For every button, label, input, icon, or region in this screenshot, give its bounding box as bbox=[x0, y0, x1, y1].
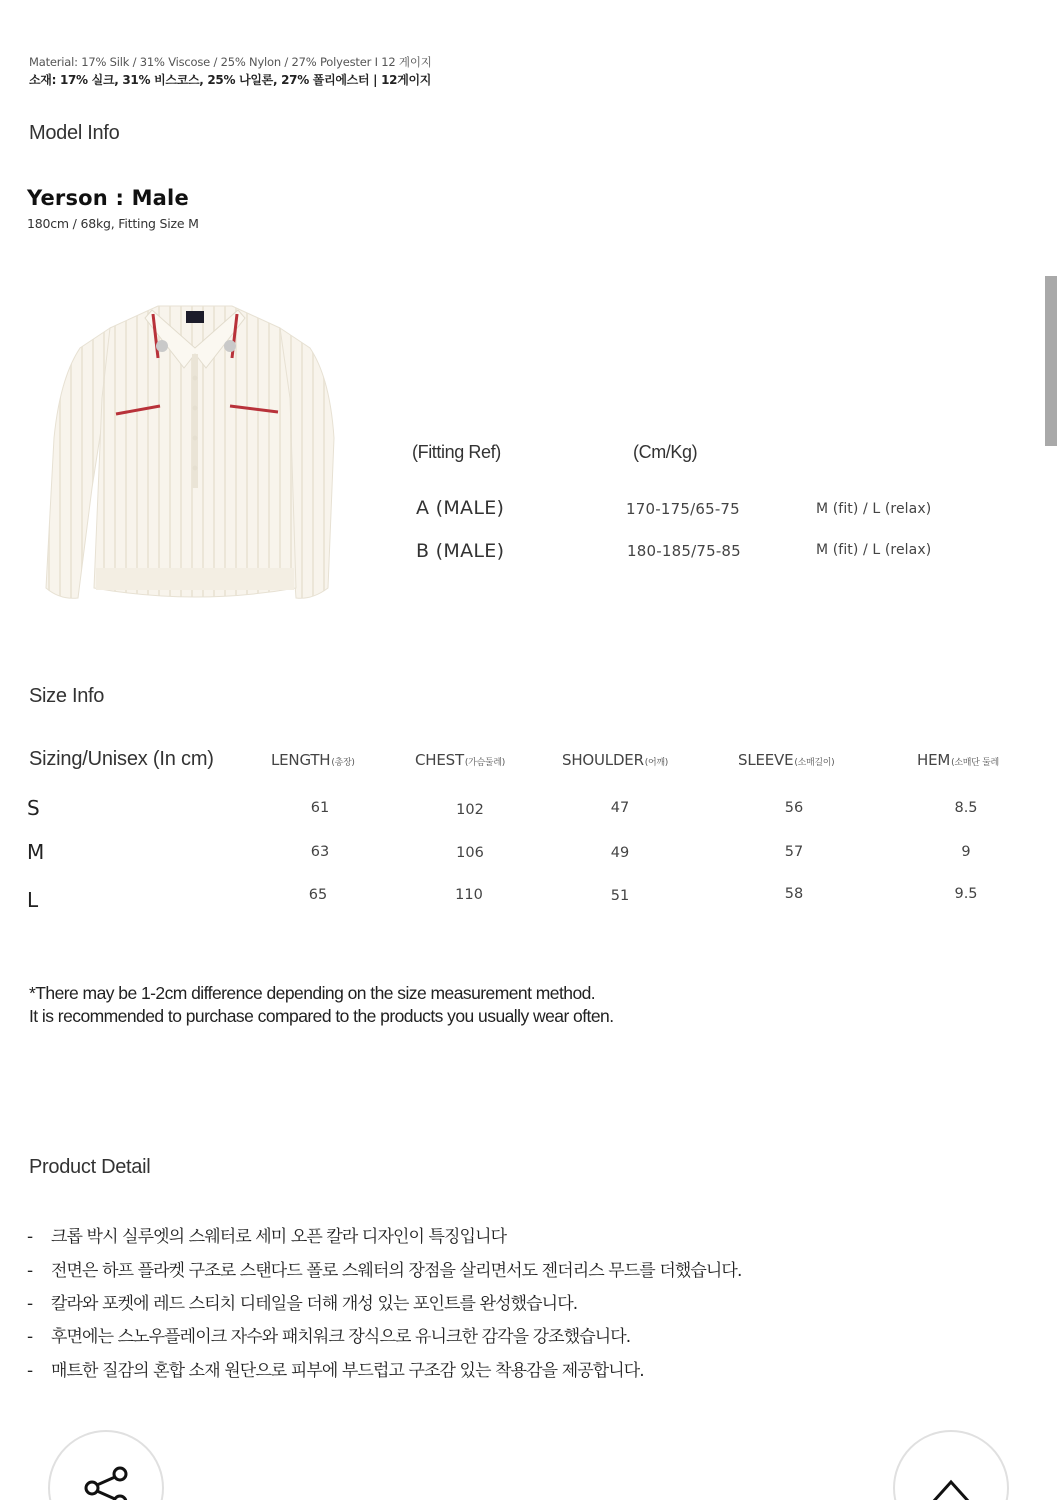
column-name: CHEST bbox=[415, 751, 464, 769]
fitting-row-range: 180-185/75-85 bbox=[627, 542, 741, 560]
fitting-row-size: M (fit) / L (relax) bbox=[816, 501, 932, 517]
detail-bullet bbox=[27, 1289, 577, 1314]
size-cell: 49 bbox=[610, 845, 630, 861]
size-cell: 51 bbox=[610, 888, 630, 904]
scroll-to-top-button[interactable] bbox=[893, 1430, 1009, 1500]
material-english: Material: 17% Silk / 31% Viscose / 25% Nylon / 27% Polyester I 12 게이지 bbox=[29, 55, 432, 69]
column-name: LENGTH bbox=[271, 751, 331, 769]
fitting-row-label: B (MALE) bbox=[416, 540, 505, 562]
size-cell: 106 bbox=[456, 845, 484, 861]
column-name: HEM bbox=[917, 751, 951, 769]
size-cell: 56 bbox=[784, 800, 804, 816]
fitting-row-size: M (fit) / L (relax) bbox=[816, 542, 932, 558]
size-note-line-2: It is recommended to purchase compared to the products you usually wear often. bbox=[29, 1006, 614, 1026]
size-cell: 58 bbox=[784, 886, 804, 902]
detail-text: 매트한 질감의 혼합 소재 원단으로 피부에 부드럽고 구조감 있는 착용감을 제공합니다. bbox=[51, 1361, 644, 1381]
column-sub: (가슴둘레) bbox=[464, 758, 505, 768]
detail-bullet bbox=[27, 1322, 630, 1347]
bullet-dash: - bbox=[27, 1361, 33, 1381]
bullet-dash: - bbox=[27, 1294, 33, 1314]
size-note-line-1: *There may be 1-2cm difference depending on the size measurement method. bbox=[29, 983, 596, 1003]
size-cell: 8.5 bbox=[954, 800, 978, 816]
column-header-length bbox=[271, 751, 355, 769]
product-image bbox=[40, 288, 350, 618]
fitting-ref-header: (Fitting Ref) bbox=[412, 442, 501, 462]
column-header-shoulder bbox=[562, 751, 668, 769]
size-row-label-s: S bbox=[27, 796, 40, 820]
fitting-row-label: A (MALE) bbox=[416, 497, 505, 519]
size-row-label-l: L bbox=[27, 888, 39, 912]
detail-bullet bbox=[27, 1356, 644, 1381]
model-name: Yerson : Male bbox=[27, 186, 189, 210]
size-cell: 47 bbox=[610, 800, 630, 816]
column-sub: (어깨) bbox=[644, 758, 669, 768]
size-table-header-label: Sizing/Unisex (In cm) bbox=[29, 748, 214, 770]
detail-text: 전면은 하프 플라켓 구조로 스탠다드 폴로 스웨터의 장점을 살리면서도 젠더리스 무드를 더했습니다. bbox=[51, 1261, 742, 1281]
detail-bullet bbox=[27, 1222, 506, 1247]
detail-text: 크롭 박시 실루엣의 스웨터로 세미 오픈 칼라 디자인이 특징입니다 bbox=[51, 1227, 507, 1247]
share-icon bbox=[76, 1460, 136, 1500]
column-name: SLEEVE bbox=[738, 751, 794, 769]
size-cell: 102 bbox=[456, 802, 484, 818]
size-cell: 61 bbox=[310, 800, 330, 816]
scrollbar-thumb[interactable] bbox=[1045, 276, 1057, 446]
size-row-label-m: M bbox=[27, 840, 45, 864]
model-stats: 180cm / 68kg, Fitting Size M bbox=[27, 216, 199, 231]
detail-text: 후면에는 스노우플레이크 자수와 패치워크 장식으로 유니크한 감각을 강조했습니다. bbox=[51, 1327, 631, 1347]
fitting-unit-header: (Cm/Kg) bbox=[633, 442, 698, 462]
model-info-title: Model Info bbox=[29, 122, 120, 144]
column-header-hem bbox=[917, 751, 999, 769]
column-name: SHOULDER bbox=[562, 751, 644, 769]
fitting-row-range: 170-175/65-75 bbox=[626, 500, 740, 518]
sweater-illustration bbox=[40, 288, 350, 618]
size-info-title: Size Info bbox=[29, 685, 105, 707]
column-header-sleeve bbox=[738, 751, 834, 769]
product-detail-title: Product Detail bbox=[29, 1156, 151, 1178]
bullet-dash: - bbox=[27, 1261, 33, 1281]
size-cell: 110 bbox=[455, 887, 483, 903]
size-cell: 65 bbox=[308, 887, 328, 903]
column-sub: (총장) bbox=[331, 758, 355, 768]
detail-text: 칼라와 포켓에 레드 스티치 디테일을 더해 개성 있는 포인트를 완성했습니다. bbox=[51, 1294, 578, 1314]
material-korean: 소재: 17% 실크, 31% 비스코스, 25% 나일론, 27% 폴리에스터 | 12게이지 bbox=[29, 73, 432, 87]
column-sub: (소매단 둘레 bbox=[951, 758, 999, 768]
size-cell: 63 bbox=[310, 844, 330, 860]
bullet-dash: - bbox=[27, 1227, 33, 1247]
size-cell: 9.5 bbox=[954, 886, 978, 902]
chevron-up-icon bbox=[926, 1472, 976, 1500]
share-button[interactable] bbox=[48, 1430, 164, 1500]
size-cell: 57 bbox=[784, 844, 804, 860]
column-sub: (소매길이) bbox=[794, 758, 835, 768]
size-cell: 9 bbox=[961, 844, 971, 860]
detail-bullet bbox=[27, 1256, 741, 1281]
column-header-chest bbox=[415, 751, 505, 769]
bullet-dash: - bbox=[27, 1327, 33, 1347]
